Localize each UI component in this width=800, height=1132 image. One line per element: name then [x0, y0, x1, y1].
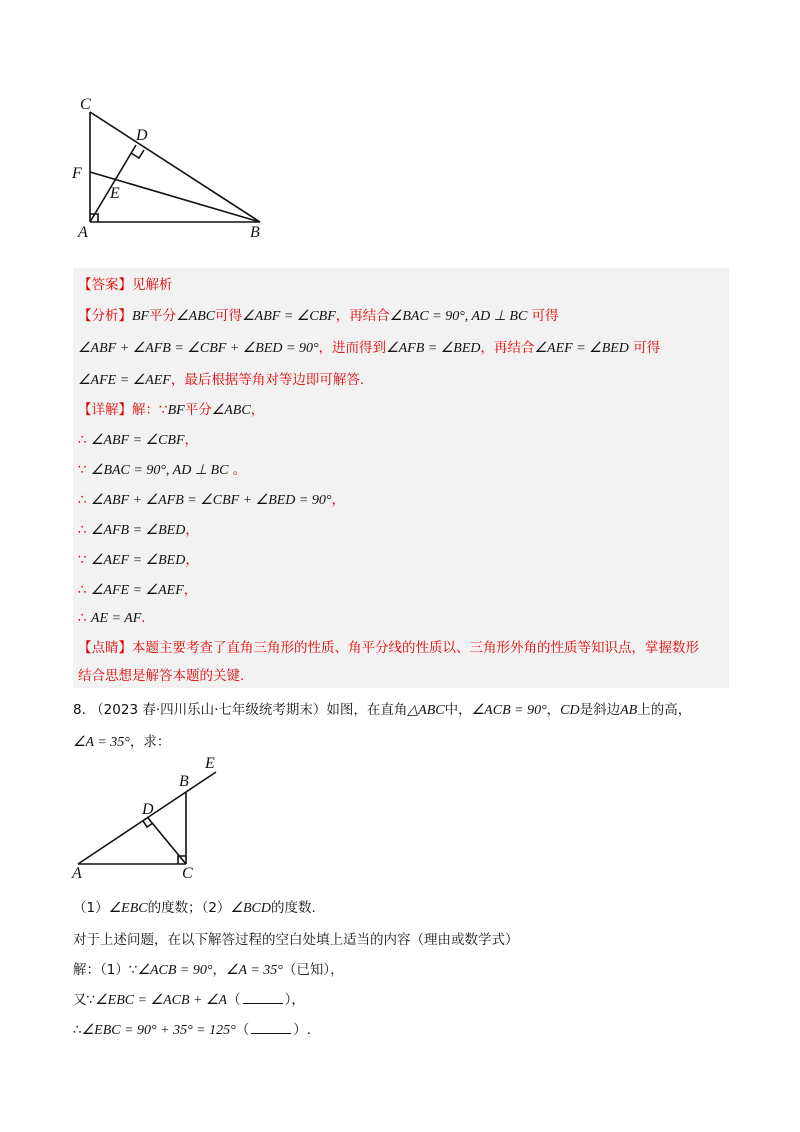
text-conclusion: ，最后根据等角对等边即可解答.: [170, 372, 365, 388]
detail-step: [78, 460, 246, 481]
text-kede: 可得: [215, 308, 243, 324]
text-kede-2: 可得: [531, 308, 559, 324]
sol1-known: （已知），: [282, 962, 344, 978]
step-tail: .: [141, 610, 146, 626]
step-math: ∠AFB = ∠BED: [90, 523, 186, 538]
math-abc-2: ∠ABC: [211, 403, 251, 418]
step-math: ∠ABF + ∠AFB = ∠CBF + ∠BED = 90°: [90, 493, 332, 508]
detail-step: [78, 608, 146, 629]
segment-cd: [148, 818, 186, 864]
step-tail: ，: [185, 522, 199, 538]
step-symbol: ∵: [78, 462, 87, 478]
question-8-solution-3: [73, 1020, 311, 1041]
math-a-35-2: ∠A = 35°: [225, 963, 283, 978]
text-kede-3: 可得: [633, 340, 661, 356]
detail-step: [78, 490, 345, 511]
q8-height: 上的高，: [637, 702, 692, 718]
step-symbol: ∴: [78, 432, 87, 448]
fill-blank-1[interactable]: [243, 991, 283, 1004]
step-math: ∠BAC = 90°, AD ⊥ BC: [90, 463, 229, 478]
q8-zhong: 中，: [444, 702, 472, 718]
sub-1: （1）: [73, 900, 109, 916]
figure-triangle-abc-1: [70, 92, 270, 242]
sol1-comma: ，: [212, 962, 226, 978]
detail-line-1: [78, 400, 264, 421]
text-bisect: 平分: [149, 308, 177, 324]
fill-blank-2[interactable]: [251, 1021, 291, 1034]
sol1-prefix: 解：（1）∵: [73, 962, 138, 978]
comment-tag: 【点睛】: [78, 640, 132, 656]
step-symbol: ∴: [78, 582, 87, 598]
math-sum-90: ∠ABF + ∠AFB = ∠CBF + ∠BED = 90°: [78, 341, 319, 356]
step-math: ∠AEF = ∠BED: [90, 553, 186, 568]
comment-line-1: [78, 638, 699, 658]
math-afb-bed: ∠AFB = ∠BED: [386, 341, 481, 356]
sol2-close: ），: [284, 992, 305, 1008]
step-tail: ，: [184, 432, 199, 448]
math-bcd: ∠BCD: [230, 901, 271, 916]
math-triangle-abc: △ABC: [407, 703, 445, 718]
math-abc: ∠ABC: [176, 309, 216, 324]
question-8-instruction: [73, 930, 519, 950]
math-ebc-sum: ∠EBC = ∠ACB + ∠A: [95, 993, 228, 1008]
step-math: ∠ABF = ∠CBF: [90, 433, 185, 448]
answer-tag: 【答案】: [78, 277, 132, 293]
text-bisect-2: 平分: [184, 402, 212, 418]
step-tail: 。: [232, 462, 247, 478]
step-symbol: ∴: [78, 492, 87, 508]
segment-cb: [90, 112, 260, 222]
text-combine-2: ，再结合: [480, 340, 535, 356]
label-b2: B: [179, 773, 189, 790]
question-8-line-1: [73, 700, 691, 721]
answer-text: 见解析: [132, 277, 173, 293]
step-symbol: ∵: [78, 552, 87, 568]
label-d: D: [136, 127, 148, 144]
detail-step: [78, 430, 198, 451]
sol3-close: ）.: [293, 1022, 312, 1038]
step-symbol: ∴: [78, 522, 87, 538]
math-abf-cbf: ∠ABF = ∠CBF: [242, 309, 336, 324]
sub-end: 的度数.: [271, 900, 316, 916]
segment-ae: [78, 772, 216, 864]
math-bf-2: BF: [167, 403, 185, 418]
question-8-solution-1: [73, 960, 344, 981]
text-combine: ，再结合: [335, 308, 390, 324]
analysis-tag: 【分析】: [78, 308, 132, 324]
label-c2: C: [182, 865, 193, 882]
math-bf: BF: [132, 309, 150, 324]
q8-intro: 8. （2023 春·四川乐山·七年级统考期末）如图，在直角: [73, 702, 408, 718]
math-cd: CD: [560, 703, 580, 718]
math-acb-90: ∠ACB = 90°: [471, 703, 547, 718]
instruction-text: 对于上述问题，在以下解答过程的空白处填上适当的内容（理由或数学式）: [73, 932, 519, 948]
detail-step: [78, 520, 199, 541]
label-e2: E: [205, 755, 215, 772]
question-8-solution-2: [73, 990, 305, 1011]
math-a-35: ∠A = 35°: [73, 735, 130, 750]
q8-comma: ，: [546, 702, 561, 718]
detail-step: [78, 580, 197, 601]
text-then: ，进而得到: [318, 340, 387, 356]
math-bac-90: ∠BAC = 90°, AD ⊥ BC: [389, 309, 528, 324]
question-8-line-2: [73, 732, 170, 753]
analysis-line-3: [78, 370, 364, 391]
sol2-open: （: [227, 992, 241, 1008]
math-ebc: ∠EBC: [108, 901, 148, 916]
math-aef-bed: ∠AEF = ∠BED: [534, 341, 629, 356]
q8-find: ，求：: [129, 734, 171, 750]
step-math: AE = AF: [90, 611, 142, 626]
sub-2: 的度数；（2）: [147, 900, 231, 916]
sol3-open: （: [235, 1022, 250, 1038]
label-d2: D: [142, 801, 154, 818]
step-tail: ，: [183, 582, 198, 598]
q8-hypotenuse: 是斜边: [579, 702, 621, 718]
label-e: E: [110, 185, 120, 202]
step-tail: ，: [185, 552, 199, 568]
comment-text-2: 结合思想是解答本题的关键.: [78, 668, 245, 684]
comment-text-1: 本题主要考查了直角三角形的性质、角平分线的性质以、三角形外角的性质等知识点，掌握数形: [132, 640, 699, 656]
label-c: C: [80, 96, 91, 113]
sol2-prefix: 又∵: [73, 992, 96, 1008]
detail-step: [78, 550, 199, 571]
question-8-subparts: [73, 898, 316, 919]
detail-tag: 【详解】: [78, 402, 132, 418]
text-solve: 解：∵: [132, 402, 168, 418]
figure-triangle-abc-2: [68, 752, 228, 882]
sol3-prefix: ∴: [73, 1022, 82, 1038]
label-a2: A: [72, 865, 82, 882]
math-acb-90-2: ∠ACB = 90°: [137, 963, 213, 978]
math-ab: AB: [620, 703, 638, 718]
step-symbol: ∴: [78, 610, 87, 626]
analysis-line-2: [78, 338, 660, 359]
label-b: B: [250, 224, 260, 241]
label-f: F: [72, 165, 82, 182]
step-math: ∠AFE = ∠AEF: [90, 583, 184, 598]
analysis-line-1: [78, 306, 559, 327]
text-comma: ，: [250, 402, 265, 418]
answer-line: [78, 275, 173, 295]
step-tail: ，: [331, 492, 345, 508]
label-a: A: [78, 224, 88, 241]
math-afe-aef: ∠AFE = ∠AEF: [78, 373, 171, 388]
math-ebc-125: ∠EBC = 90° + 35° = 125°: [81, 1023, 236, 1038]
comment-line-2: [78, 666, 244, 686]
